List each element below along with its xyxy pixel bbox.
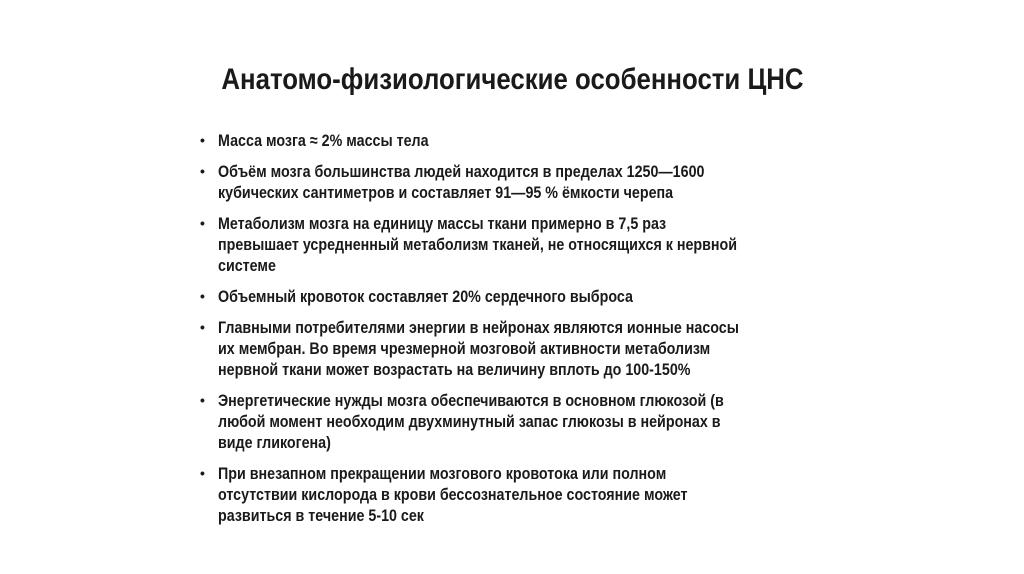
bullet-line: виде гликогена)	[218, 433, 331, 452]
bullet-line: Масса мозга ≈ 2% массы тела	[218, 131, 429, 150]
bullet-icon: •	[200, 465, 205, 481]
bullet-item	[200, 390, 960, 453]
slide-title	[0, 60, 1024, 100]
bullet-icon: •	[200, 319, 205, 335]
bullet-line: развиться в течение 5-10 сек	[218, 506, 424, 525]
bullet-icon: •	[200, 288, 205, 304]
bullet-icon: •	[200, 163, 205, 179]
bullet-item	[200, 286, 960, 307]
bullet-line: Объемный кровоток составляет 20% сердечного выброса	[218, 287, 633, 306]
slide-title-text: Анатомо-физиологические особенности ЦНС	[220, 63, 804, 96]
bullet-line: системе	[218, 256, 276, 275]
bullet-line: Объём мозга большинства людей находится в пределах 1250—1600	[218, 162, 705, 181]
bullet-line: отсутствии кислорода в крови бессознательное состояние может	[218, 485, 688, 504]
bullet-icon: •	[200, 132, 205, 148]
bullet-list	[200, 130, 960, 536]
bullet-line: нервной ткани может возрастать на величину вплоть до 100-150%	[218, 360, 691, 379]
bullet-item	[200, 130, 960, 151]
bullet-line: их мембран. Во время чрезмерной мозговой активности метаболизм	[218, 339, 711, 358]
bullet-line: Энергетические нужды мозга обеспечиваются в основном глюкозой (в	[218, 391, 724, 410]
bullet-icon: •	[200, 392, 205, 408]
bullet-line: Метаболизм мозга на единицу массы ткани примерно в 7,5 раз	[218, 214, 667, 233]
bullet-line: любой момент необходим двухминутный запас глюкозы в нейронах в	[218, 412, 721, 431]
bullet-line: кубических сантиметров и составляет 91—95 % ёмкости черепа	[218, 183, 674, 202]
bullet-item	[200, 463, 960, 526]
bullet-item	[200, 317, 960, 380]
bullet-line: превышает усредненный метаболизм тканей, не относящихся к нервной	[218, 235, 738, 254]
bullet-icon: •	[200, 215, 205, 231]
bullet-item	[200, 213, 960, 276]
bullet-line: При внезапном прекращении мозгового кровотока или полном	[218, 464, 667, 483]
bullet-item	[200, 161, 960, 203]
bullet-line: Главными потребителями энергии в нейронах являются ионные насосы	[218, 318, 739, 337]
